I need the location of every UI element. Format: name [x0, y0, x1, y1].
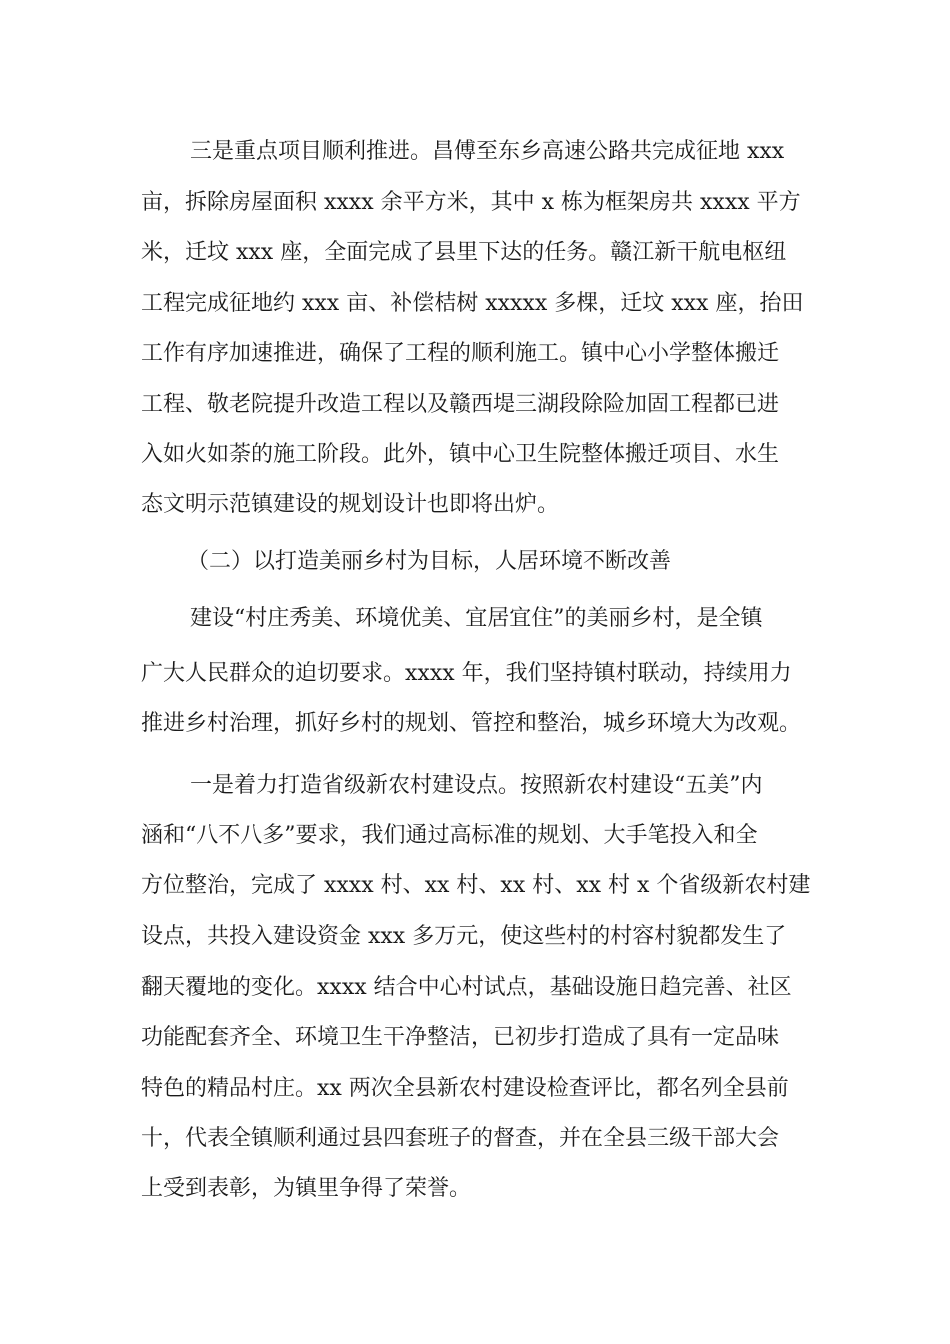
- paragraph-line: 工程完成征地约 xxx 亩、补偿桔树 xxxxx 多棵，迁坟 xxx 座，抬田: [141, 291, 804, 316]
- paragraph-line: 工程、敬老院提升改造工程以及赣西堤三湖段除险加固工程都已进: [141, 392, 780, 417]
- paragraph-line: 功能配套齐全、环境卫生干净整洁，已初步打造成了具有一定品味: [141, 1025, 780, 1050]
- paragraph-line: 建设“村庄秀美、环境优美、宜居宜住”的美丽乡村，是全镇: [190, 606, 763, 631]
- section-heading: （二）以打造美丽乡村为目标，人居环境不断改善: [187, 549, 672, 574]
- paragraph-line: 一是着力打造省级新农村建设点。按照新农村建设“五美”内: [190, 773, 763, 798]
- paragraph-line: 翻天覆地的变化。xxxx 结合中心村试点，基础设施日趋完善、社区: [141, 975, 792, 1000]
- paragraph-line: 推进乡村治理，抓好乡村的规划、管控和整治，城乡环境大为改观。: [141, 711, 802, 736]
- paragraph-line: 上受到表彰，为镇里争得了荣誉。: [141, 1176, 472, 1201]
- paragraph-line: 三是重点项目顺利推进。昌傅至东乡高速公路共完成征地 xxx: [190, 139, 785, 164]
- paragraph-line: 特色的精品村庄。xx 两次全县新农村建设检查评比，都名列全县前: [141, 1076, 789, 1101]
- paragraph-line: 入如火如荼的施工阶段。此外，镇中心卫生院整体搬迁项目、水生: [141, 442, 780, 467]
- paragraph-line: 广大人民群众的迫切要求。xxxx 年，我们坚持镇村联动，持续用力: [141, 661, 792, 686]
- paragraph-line: 亩，拆除房屋面积 xxxx 余平方米，其中 x 栋为框架房共 xxxx 平方: [141, 190, 801, 215]
- paragraph-line: 涵和“八不八多”要求，我们通过高标准的规划、大手笔投入和全: [141, 823, 758, 848]
- paragraph-line: 工作有序加速推进，确保了工程的顺利施工。镇中心小学整体搬迁: [141, 341, 780, 366]
- paragraph-line: 设点，共投入建设资金 xxx 多万元，使这些村的村容村貌都发生了: [141, 924, 787, 949]
- paragraph-line: 米，迁坟 xxx 座，全面完成了县里下达的任务。赣江新干航电枢纽: [141, 240, 787, 265]
- paragraph-line: 十，代表全镇顺利通过县四套班子的督查，并在全县三级干部大会: [141, 1126, 780, 1151]
- paragraph-line: 方位整治，完成了 xxxx 村、xx 村、xx 村、xx 村 x 个省级新农村建: [141, 873, 811, 898]
- paragraph-line: 态文明示范镇建设的规划设计也即将出炉。: [141, 492, 560, 517]
